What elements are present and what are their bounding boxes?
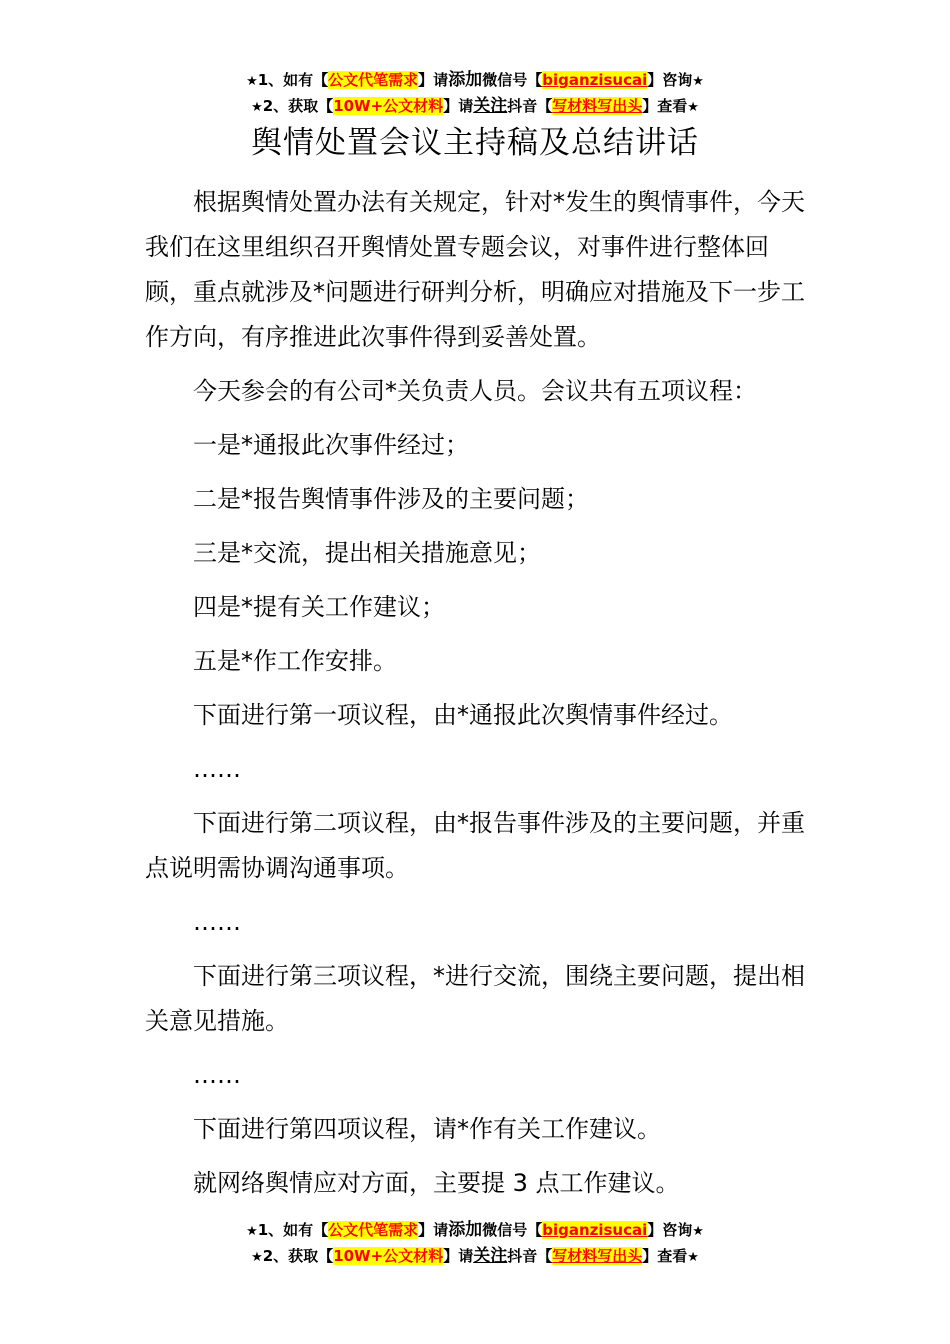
- star-icon: ★: [687, 100, 699, 115]
- star-icon: ★: [246, 74, 258, 89]
- banner-emphasis: 添加: [448, 70, 483, 90]
- paragraph: 下面进行第一项议程，由*通报此次舆情事件经过。: [193, 701, 733, 729]
- star-icon: ★: [251, 100, 263, 115]
- banner-emphasis: 关注: [473, 96, 508, 116]
- agenda-item: 一是*通报此次事件经过；: [193, 431, 469, 459]
- banner-highlight: 公文代笔需求: [328, 71, 419, 89]
- star-icon: ★: [246, 1224, 258, 1239]
- wechat-id-highlight[interactable]: biganzisucai: [542, 1221, 648, 1239]
- agenda-item: 四是*提有关工作建议；: [193, 593, 445, 621]
- star-icon: ★: [692, 74, 704, 89]
- banner-highlight: 公文代笔需求: [328, 1221, 419, 1239]
- banner-text: 】请: [418, 1221, 449, 1239]
- footer-banner: [0, 1218, 950, 1270]
- paragraph: 下面进行第三项议程，*进行交流，围绕主要问题，提出相关意见措施。: [145, 962, 805, 1035]
- paragraph: 下面进行第二项议程，由*报告事件涉及的主要问题，并重点说明需协调沟通事项。: [145, 809, 805, 882]
- banner-text: 微信号【: [482, 1221, 543, 1239]
- agenda-item: 三是*交流，提出相关措施意见；: [193, 539, 541, 567]
- banner-highlight: 10W+公文材料: [333, 97, 444, 115]
- douyin-id-highlight[interactable]: 写材料写出头: [552, 97, 643, 115]
- banner-text: 】请: [418, 71, 449, 89]
- banner-text: 微信号【: [482, 71, 543, 89]
- ellipsis: ……: [193, 1061, 241, 1089]
- banner-emphasis: 添加: [448, 1220, 483, 1240]
- banner-text: 2、获取【: [262, 97, 334, 115]
- banner-text: 抖音【: [507, 97, 553, 115]
- banner-text: 】请: [443, 97, 474, 115]
- ellipsis: ……: [193, 908, 241, 936]
- paragraph: 下面进行第四项议程，请*作有关工作建议。: [193, 1115, 661, 1143]
- ellipsis: ……: [193, 755, 241, 783]
- banner-text: 抖音【: [507, 1247, 553, 1265]
- paragraph: 根据舆情处置办法有关规定，针对*发生的舆情事件，今天我们在这里组织召开舆情处置专题会议，对事件进行整体回顾，重点就涉及*问题进行研判分析，明确应对措施及下一步工作方向，有序推进此次事件得到妥善处置。: [145, 188, 805, 351]
- banner-text: 2、获取【: [262, 1247, 334, 1265]
- douyin-id-highlight[interactable]: 写材料写出头: [552, 1247, 643, 1265]
- paragraph: 就网络舆情应对方面，主要提 3 点工作建议。: [193, 1169, 680, 1197]
- header-banner: [0, 68, 950, 120]
- banner-text: 】查看: [642, 1247, 688, 1265]
- banner-line-2: [0, 1244, 950, 1270]
- wechat-id-highlight[interactable]: biganzisucai: [542, 71, 648, 89]
- agenda-item: 五是*作工作安排。: [193, 647, 397, 675]
- paragraph: 今天参会的有公司*关负责人员。会议共有五项议程：: [193, 377, 757, 405]
- star-icon: ★: [251, 1250, 263, 1265]
- banner-emphasis: 关注: [473, 1246, 508, 1266]
- banner-text: 】咨询: [647, 1221, 693, 1239]
- banner-line-1: [0, 1218, 950, 1244]
- agenda-item: 二是*报告舆情事件涉及的主要问题；: [193, 485, 589, 513]
- banner-text: 】咨询: [647, 71, 693, 89]
- banner-line-1: [0, 68, 950, 94]
- banner-highlight: 10W+公文材料: [333, 1247, 444, 1265]
- banner-text: 1、如有【: [257, 71, 329, 89]
- banner-text: 】查看: [642, 97, 688, 115]
- banner-line-2: [0, 94, 950, 120]
- document-body: [145, 180, 810, 1206]
- banner-text: 1、如有【: [257, 1221, 329, 1239]
- banner-text: 】请: [443, 1247, 474, 1265]
- document-title: 舆情处置会议主持稿及总结讲话: [251, 125, 699, 161]
- star-icon: ★: [687, 1250, 699, 1265]
- star-icon: ★: [692, 1224, 704, 1239]
